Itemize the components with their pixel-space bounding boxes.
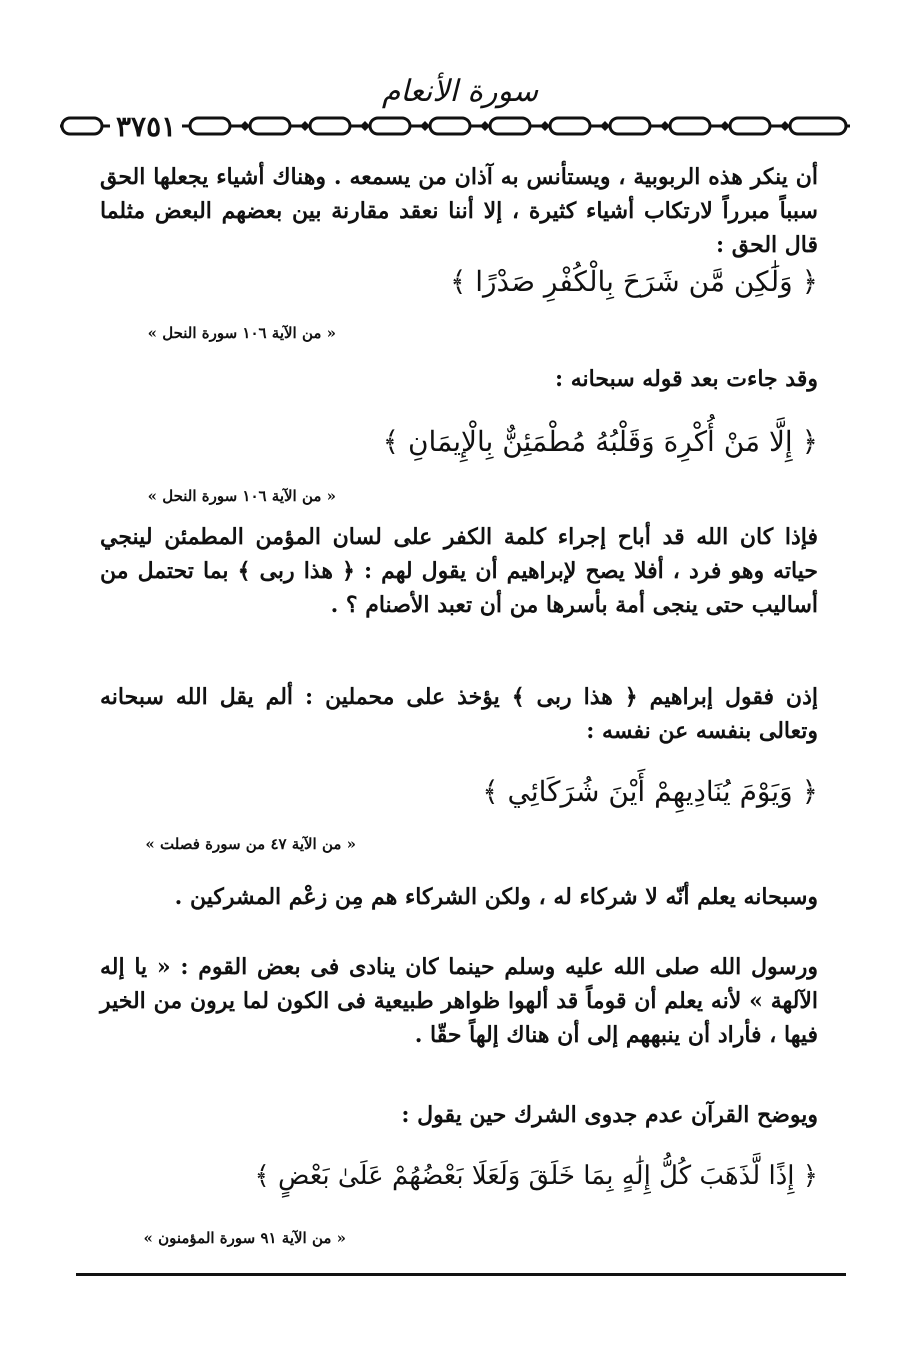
paragraph: فإذا كان الله قد أباح إجراء كلمة الكفر على لسان المؤمن المطمئن لينجي حياته وهو فرد ، أفلا يصح لإبراهيم أن يقول لهم : ﴿ هذا ربى ﴾ بما تحتمل من أساليب حتى ينجى أمة بأسرها من أن تعبد الأصنام ؟ . (100, 524, 818, 618)
quran-verse: ﴿ إِذًا لَّذَهَبَ كُلُّ إِلَٰهٍ بِمَا خَلَقَ وَلَعَلَا بَعْضُهُمْ عَلَىٰ بَعْضٍ ﴾ (254, 1161, 818, 1191)
verse-reference: « من الآية ٩١ سورة المؤمنون » (143, 1229, 346, 1247)
verse-reference: « من الآية ١٠٦ سورة النحل » (147, 324, 336, 342)
quran-verse: ﴿ وَلَٰكِن مَّن شَرَحَ بِالْكُفْرِ صَدْرًا ﴾ (449, 265, 818, 298)
paragraph: ويوضح القرآن عدم جدوى الشرك حين يقول : (401, 1102, 818, 1128)
page-number: ٣٧٥١ (110, 110, 182, 143)
paragraph: وقد جاءت بعد قوله سبحانه : (554, 366, 818, 392)
paragraph: وسبحانه يعلم أنّه لا شركاء له ، ولكن الشركاء هم مِن زعْم المشركين . (174, 884, 818, 910)
bottom-divider (76, 1273, 846, 1276)
verse-reference: « من الآية ٤٧ من سورة فصلت » (145, 835, 356, 853)
paragraph: أن ينكر هذه الربوبية ، ويستأنس به آذان من يسمعه . وهناك أشياء يجعلها الحق سبباً مبرراً لارتكاب أشياء كثيرة ، إلا أننا نعقد مقارنة بين بعضهم البعض مثلما قال الحق : (100, 164, 818, 258)
verse-reference: « من الآية ١٠٦ سورة النحل » (147, 487, 336, 505)
surah-title: سورة الأنعام (381, 74, 539, 109)
paragraph: إذن فقول إبراهيم ﴿ هذا ربى ﴾ يؤخذ على محملين : ألم يقل الله سبحانه وتعالى بنفسه عن نفسه : (100, 684, 818, 744)
quran-verse: ﴿ إِلَّا مَنْ أُكْرِهَ وَقَلْبُهُ مُطْمَئِنٌّ بِالْإِيمَانِ ﴾ (382, 425, 818, 458)
paragraph: ورسول الله صلى الله عليه وسلم حينما كان ينادى فى بعض القوم : « يا إله الآلهة » لأنه يعلم أن قوماً قد ألهوا ظواهر طبيعية فى الكون لما يرون من الخير فيها ، فأراد أن ينبههم إلى أن هناك إلهاً حقّا . (100, 954, 818, 1048)
quran-verse: ﴿ وَيَوْمَ يُنَادِيهِمْ أَيْنَ شُرَكَائِي ﴾ (482, 775, 818, 808)
